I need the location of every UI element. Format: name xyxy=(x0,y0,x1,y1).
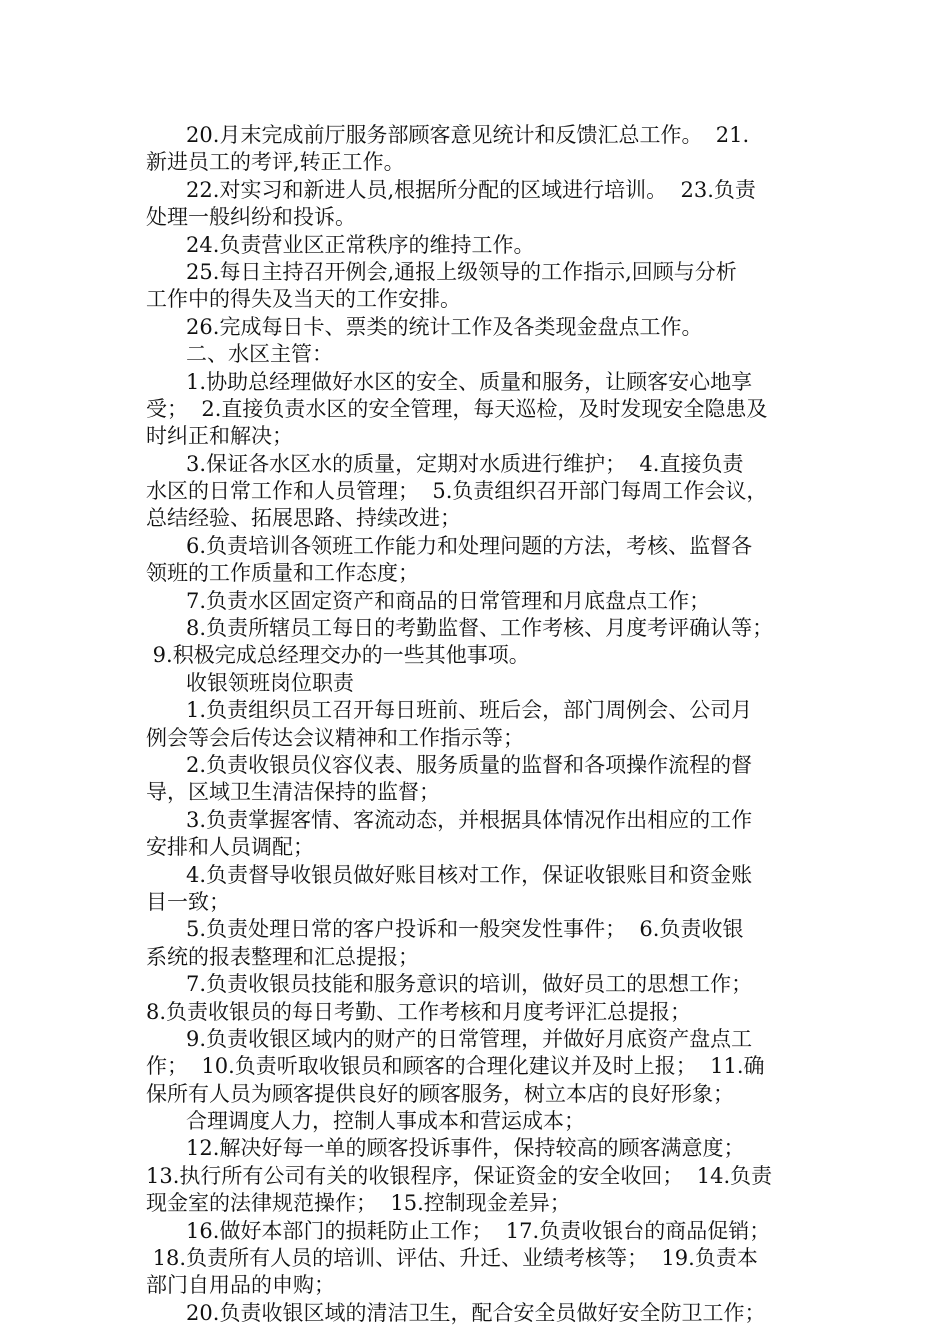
text-line: 8.负责收银员的每日考勤、工作考核和月度考评汇总提报； xyxy=(146,999,692,1024)
text-line: 3.保证各水区水的质量，定期对水质进行维护； 4.直接负责 xyxy=(146,451,744,476)
text-line: 受； 2.直接负责水区的安全管理，每天巡检，及时发现安全隐患及 xyxy=(146,396,768,421)
text-line: 导，区域卫生清洁保持的监督； xyxy=(146,780,440,805)
text-line: 处理一般纠纷和投诉。 xyxy=(146,205,356,230)
text-line: 安排和人员调配； xyxy=(146,835,314,860)
text-line: 7.负责水区固定资产和商品的日常管理和月底盘点工作； xyxy=(146,588,711,613)
text-line: 25.每日主持召开例会,通报上级领导的工作指示,回顾与分析 xyxy=(146,259,737,284)
text-line: 系统的报表整理和汇总提报； xyxy=(146,944,419,969)
text-line: 工作中的得失及当天的工作安排。 xyxy=(146,287,461,312)
text-line: 3.负责掌握客情、客流动态，并根据具体情况作出相应的工作 xyxy=(146,807,753,832)
text-line: 作； 10.负责听取收银员和顾客的合理化建议并及时上报； 11.确 xyxy=(146,1054,765,1079)
section-heading: 二、水区主管： xyxy=(146,342,334,367)
text-line: 保所有人员为顾客提供良好的顾客服务，树立本店的良好形象； xyxy=(146,1081,734,1106)
text-line: 新进员工的考评,转正工作。 xyxy=(146,150,405,175)
text-line: 总结经验、拓展思路、持续改进； xyxy=(146,506,461,531)
text-line: 8.负责所辖员工每日的考勤监督、工作考核、月度考评确认等； xyxy=(146,616,774,641)
text-line: 6.负责培训各领班工作能力和处理问题的方法，考核、监督各 xyxy=(146,533,753,558)
text-line: 24.负责营业区正常秩序的维持工作。 xyxy=(146,232,535,257)
text-line: 时纠正和解决； xyxy=(146,424,293,449)
text-line: 现金室的法律规范操作； 15.控制现金差异； xyxy=(146,1191,571,1216)
text-line: 4.负责督导收银员做好账目核对工作，保证收银账目和资金账 xyxy=(146,862,753,887)
text-line: 领班的工作质量和工作态度； xyxy=(146,561,419,586)
text-line: 22.对实习和新进人员,根据所分配的区域进行培训。 23.负责 xyxy=(146,177,756,202)
text-line: 20.月末完成前厅服务部顾客意见统计和反馈汇总工作。 21. xyxy=(146,123,750,147)
text-line: 20.负责收银区域的清洁卫生，配合安全员做好安全防卫工作； xyxy=(146,1300,766,1325)
section-heading: 收银领班岗位职责 xyxy=(146,670,355,695)
text-line: 9.负责收银区域内的财产的日常管理，并做好月底资产盘点工 xyxy=(146,1026,753,1051)
text-line: 13.执行所有公司有关的收银程序，保证资金的安全收回； 14.负责 xyxy=(146,1163,773,1188)
text-line: 合理调度人力，控制人事成本和营运成本； xyxy=(146,1109,586,1134)
text-line: 部门自用品的申购； xyxy=(146,1273,335,1298)
text-line: 5.负责处理日常的客户投诉和一般突发性事件； 6.负责收银 xyxy=(146,917,744,942)
text-line: 1.协助总经理做好水区的安全、质量和服务，让顾客安心地享 xyxy=(146,369,753,394)
document-body xyxy=(146,122,812,1327)
text-line: 水区的日常工作和人员管理； 5.负责组织召开部门每周工作会议， xyxy=(146,479,768,504)
text-line: 目一致； xyxy=(146,889,230,914)
text-line: 例会等会后传达会议精神和工作指示等； xyxy=(146,725,524,750)
text-line: 9.积极完成总经理交办的一些其他事项。 xyxy=(146,643,530,668)
text-line: 1.负责组织员工召开每日班前、班后会，部门周例会、公司月 xyxy=(146,698,753,723)
text-line: 7.负责收银员技能和服务意识的培训，做好员工的思想工作； xyxy=(146,972,753,997)
text-line: 12.解决好每一单的顾客投诉事件，保持较高的顾客满意度； xyxy=(146,1136,745,1161)
text-line: 18.负责所有人员的培训、评估、升迁、业绩考核等； 19.负责本 xyxy=(146,1246,758,1271)
text-line: 16.做好本部门的损耗防止工作； 17.负责收银台的商品促销； xyxy=(146,1218,771,1243)
text-line: 26.完成每日卡、票类的统计工作及各类现金盘点工作。 xyxy=(146,314,703,339)
text-line: 2.负责收银员仪容仪表、服务质量的监督和各项操作流程的督 xyxy=(146,752,753,777)
